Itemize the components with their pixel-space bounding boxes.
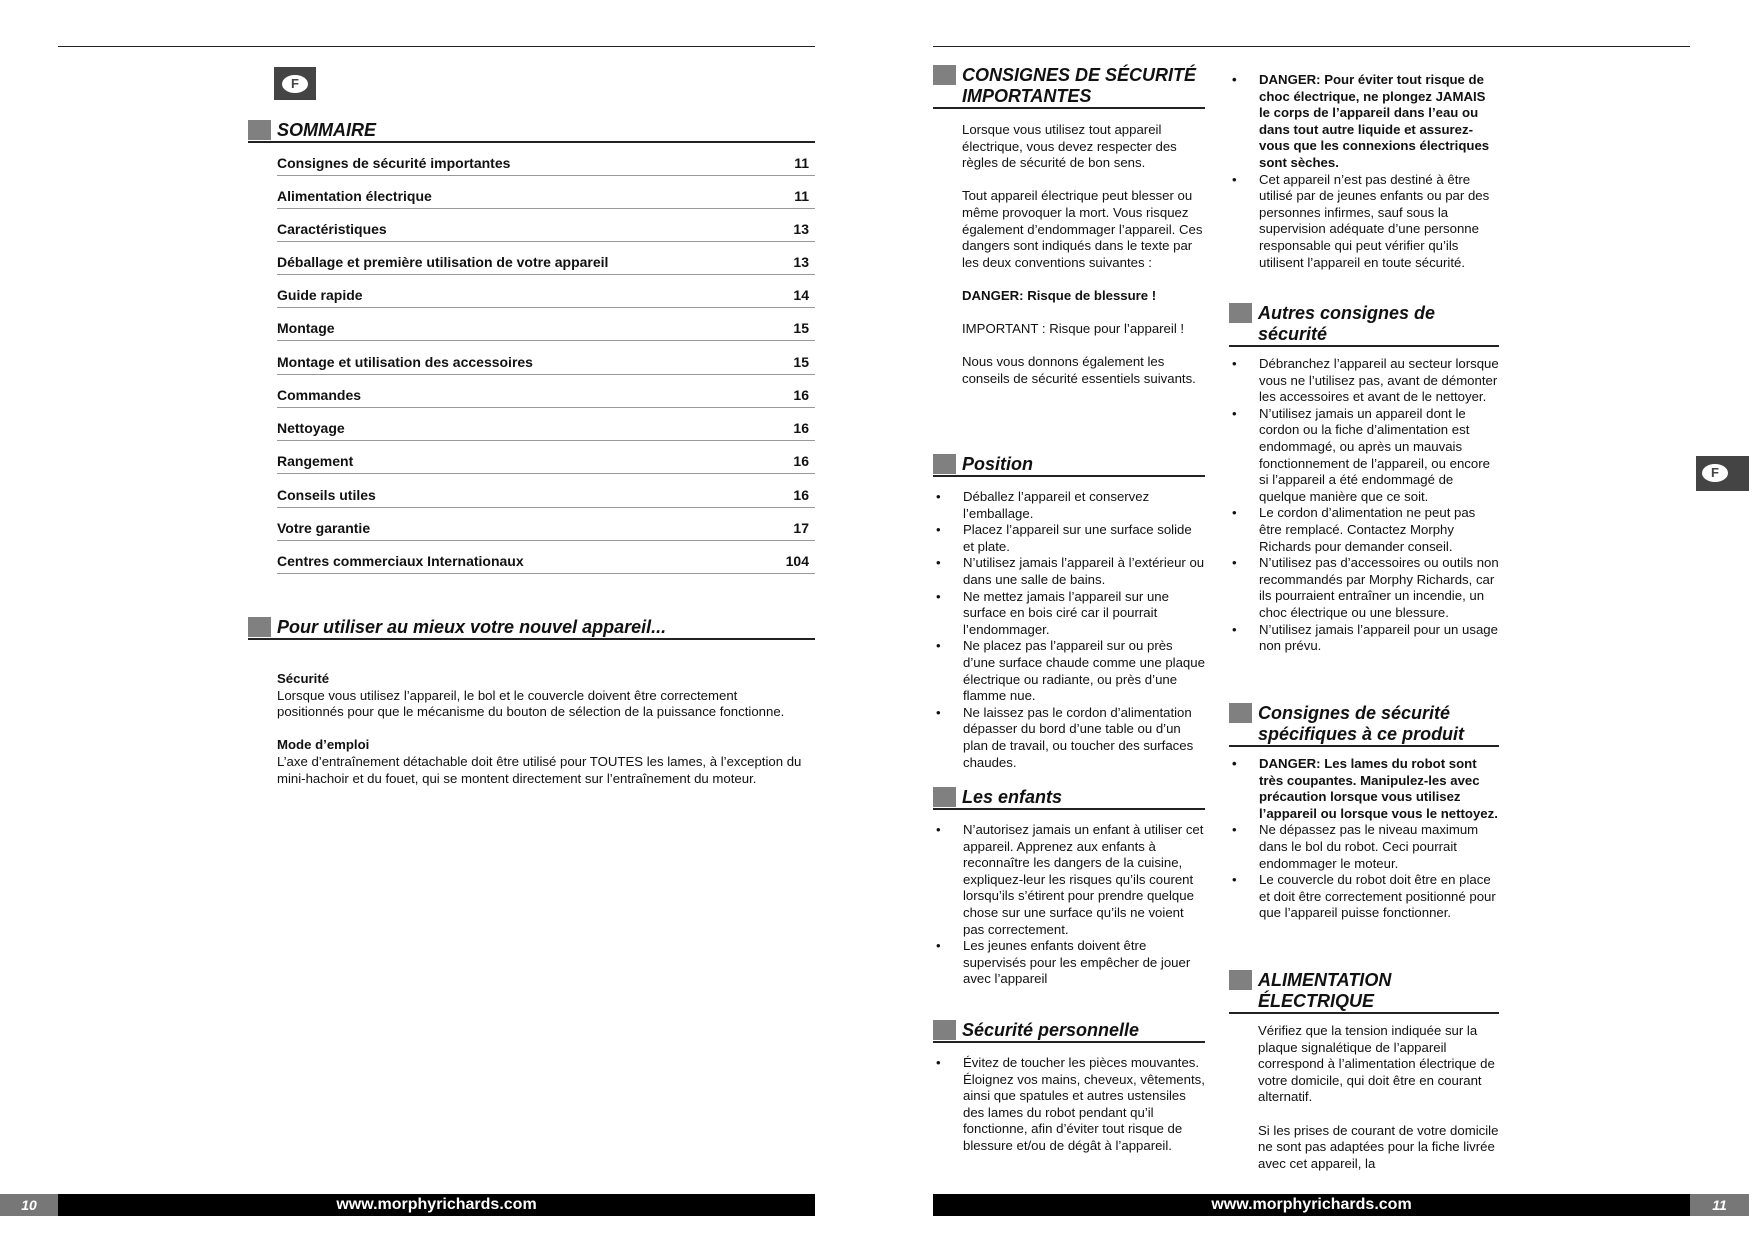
consignes-body (962, 122, 1205, 388)
consignes-heading (933, 65, 1205, 111)
alimentation-title-line2: ÉLECTRIQUE (1258, 991, 1375, 1011)
securite-perso-title: Sécurité personnelle (962, 1020, 1140, 1040)
list-item: • Évitez de toucher les pièces mouvantes. Éloignez vos mains, cheveux, vêtements, ainsi que spatules et autres ustensiles des lames du robot pendant qu’il fonctionne, afin d’éviter tout risque de blessure et/ou de dégât à l’appareil. (933, 1055, 1205, 1155)
toc-title: SOMMAIRE (277, 120, 376, 140)
alimentation-paragraph: Si les prises de courant de votre domicile ne sont pas adaptées pour la fiche livrée avec cet appareil, la (1258, 1122, 1499, 1171)
enfants-heading (933, 787, 1205, 811)
securite-perso-heading (933, 1020, 1205, 1044)
toc-label: Montage et utilisation des accessoires (277, 354, 533, 370)
toc-label: Déballage et première utilisation de votre appareil (277, 254, 609, 270)
heading-underline (933, 107, 1205, 109)
mode-text: L’axe d’entraînement détachable doit être utilisé pour TOUTES les lames, à l’exception du mini-hachoir et du fouet, qui se montent directement sur l’entraînement du moteur. (277, 753, 802, 786)
heading-marker-icon (1229, 703, 1252, 723)
list-item: • Les jeunes enfants doivent être supervisés pour les empêcher de jouer avec l’appareil (933, 938, 1205, 988)
heading-marker-icon (1229, 970, 1252, 990)
heading-marker-icon (933, 787, 956, 807)
footer-url-left[interactable]: www.morphyrichards.com (58, 1194, 815, 1216)
list-item: • DANGER: Les lames du robot sont très coupantes. Manipulez-les avec précaution lorsque vous utilisez l’appareil ou lorsque vous le nettoyez. (1229, 756, 1499, 822)
heading-marker-icon (933, 1020, 956, 1040)
toc-row[interactable] (277, 441, 815, 474)
top-rule-right (933, 46, 1690, 47)
toc-row[interactable] (277, 143, 815, 176)
list-item: • N’utilisez jamais un appareil dont le cordon ou la fiche d’alimentation est endommagé, ou après un mauvais fonctionnement de l’appareil, ou encore si l’appareil a été endommagé de quelque manière que ce soit. (1229, 406, 1499, 506)
toc-label: Guide rapide (277, 287, 363, 303)
heading-underline (1229, 1012, 1499, 1014)
list-item: • Le cordon d’alimentation ne peut pas être remplacé. Contactez Morphy Richards pour demander conseil. (1229, 505, 1499, 555)
position-title: Position (962, 454, 1033, 474)
list-item: • Déballez l’appareil et conservez l’emballage. (933, 489, 1205, 522)
list-item: • Placez l’appareil sur une surface solide et plate. (933, 522, 1205, 555)
toc-row[interactable] (277, 541, 815, 574)
list-item: • DANGER: Pour éviter tout risque de choc électrique, ne plongez JAMAIS le corps de l’appareil dans l’eau ou dans tout autre liquide et assurez-vous que les connexions électriques sont sèches. (1229, 72, 1499, 172)
heading-underline (933, 475, 1205, 477)
list-item: • Le couvercle du robot doit être en place et doit être correctement positionné pour que l’appareil puisse fonctionner. (1229, 872, 1499, 922)
enfants-list (933, 822, 1205, 988)
toc-page: 16 (793, 387, 809, 403)
specifiques-title (1258, 703, 1464, 745)
list-item: • Débranchez l’appareil au secteur lorsque vous ne l’utilisez pas, avant de démonter les accessoires et avant de le nettoyer. (1229, 356, 1499, 406)
heading-underline (1229, 345, 1499, 347)
specifiques-list (1229, 756, 1499, 922)
toc-label: Consignes de sécurité importantes (277, 155, 511, 171)
consignes-title (962, 65, 1196, 107)
toc-page: 14 (793, 287, 809, 303)
toc-page: 11 (794, 188, 809, 204)
toc-label: Rangement (277, 453, 354, 469)
best-use-body (277, 671, 807, 787)
toc-row[interactable] (277, 408, 815, 441)
toc-label: Nettoyage (277, 420, 345, 436)
alimentation-body (1258, 1023, 1501, 1172)
language-badge-label: F (1702, 464, 1728, 482)
toc-label: Montage (277, 320, 335, 336)
alimentation-paragraph: Vérifiez que la tension indiquée sur la plaque signalétique de l’appareil correspond à l’alimentation électrique de votre domicile, qui doit être en courant alternatif. (1258, 1023, 1495, 1105)
autres-title-line1: Autres consignes de (1258, 303, 1436, 323)
toc-row[interactable] (277, 342, 815, 375)
heading-marker-icon (248, 617, 271, 637)
toc-page: 15 (793, 320, 809, 336)
mode-heading: Mode d’emploi (277, 737, 370, 753)
list-item: • Ne dépassez pas le niveau maximum dans le bol du robot. Ceci pourrait endommager le moteur. (1229, 822, 1499, 872)
language-badge-left (274, 67, 316, 100)
list-item: • N’utilisez pas d’accessoires ou outils non recommandés par Morphy Richards, car ils pourraient entraîner un incendie, un choc électrique ou une blessure. (1229, 555, 1499, 621)
consignes-paragraph: Nous vous donnons également les conseils de sécurité essentiels suivants. (962, 354, 1196, 386)
toc-label: Commandes (277, 387, 362, 403)
securite-text: Lorsque vous utilisez l’appareil, le bol et le couvercle doivent être correctement positionnés pour que le mécanisme du bouton de sélection de la puissance fonctionne. (277, 687, 785, 720)
consignes-paragraph: Tout appareil électrique peut blesser ou même provoquer la mort. Vous risquez également d’endommager l’appareil. Ces dangers sont indiqués dans le texte par les deux conventions suivantes : (962, 188, 1203, 270)
page-number-right: 11 (1690, 1194, 1749, 1216)
toc-label: Conseils utiles (277, 487, 376, 503)
alimentation-heading (1229, 970, 1499, 1016)
language-badge-right (1696, 456, 1749, 491)
toc-label: Centres commerciaux Internationaux (277, 553, 524, 569)
toc-page: 17 (793, 520, 809, 536)
toc-row[interactable] (277, 209, 815, 242)
toc-row[interactable] (277, 508, 815, 541)
language-badge-label: F (282, 75, 308, 93)
toc-row[interactable] (277, 275, 815, 308)
securite-perso-list (933, 1055, 1205, 1155)
list-item: • Ne placez pas l’appareil sur ou près d’une surface chaude comme une plaque électrique ou radiante, ou près d’une flamme nue. (933, 638, 1205, 704)
toc-label: Votre garantie (277, 520, 371, 536)
list-item: • Ne laissez pas le cordon d’alimentation dépasser du bord d’une table ou d’un plan de travail, ou toucher des surfaces chaudes. (933, 705, 1205, 771)
position-list (933, 489, 1205, 771)
best-use-title: Pour utiliser au mieux votre nouvel appareil... (277, 617, 667, 637)
consignes-title-line1: CONSIGNES DE SÉCURITÉ (962, 65, 1197, 85)
col2-top-list (1229, 72, 1499, 271)
toc-page: 15 (793, 354, 809, 370)
autres-heading (1229, 303, 1499, 349)
toc-page: 13 (793, 254, 809, 270)
heading-underline (1229, 745, 1499, 747)
toc-page: 16 (793, 487, 809, 503)
autres-title (1258, 303, 1435, 345)
list-item: • N’utilisez jamais l’appareil à l’extérieur ou dans une salle de bains. (933, 555, 1205, 588)
autres-title-line2: sécurité (1258, 324, 1328, 344)
toc-page: 104 (785, 553, 809, 569)
heading-underline (933, 1041, 1205, 1043)
toc-label: Caractéristiques (277, 221, 387, 237)
heading-marker-icon (248, 120, 271, 140)
toc-row[interactable] (277, 176, 815, 209)
toc-page: 16 (793, 420, 809, 436)
toc-page: 16 (793, 453, 809, 469)
securite-heading: Sécurité (277, 671, 330, 686)
consignes-title-line2: IMPORTANTES (962, 86, 1092, 106)
list-item: • Cet appareil n’est pas destiné à être utilisé par de jeunes enfants ou par des personnes infirmes, sauf sous la supervision adéquate d’une personne responsable qui peut vérifier qu’ils utilisent l’appareil en toute sécurité. (1229, 172, 1499, 272)
best-use-heading (248, 617, 815, 641)
page-number-left: 10 (0, 1194, 58, 1216)
top-rule-left (58, 46, 815, 47)
heading-marker-icon (933, 65, 956, 85)
alimentation-title-line1: ALIMENTATION (1258, 970, 1392, 990)
toc-label: Alimentation électrique (277, 188, 432, 204)
heading-underline (933, 808, 1205, 810)
danger-convention: DANGER: Risque de blessure ! (962, 287, 1157, 303)
toc-row[interactable] (277, 242, 815, 275)
toc-row[interactable] (277, 308, 815, 341)
specifiques-heading (1229, 703, 1499, 749)
specifiques-title-line1: Consignes de sécurité (1258, 703, 1451, 723)
toc-row[interactable] (277, 375, 815, 408)
list-item: • N’utilisez jamais l’appareil pour un usage non prévu. (1229, 622, 1499, 655)
toc-page: 13 (793, 221, 809, 237)
heading-underline (248, 638, 815, 640)
alimentation-title (1258, 970, 1391, 1012)
toc-row[interactable] (277, 475, 815, 508)
toc-heading (248, 120, 815, 144)
important-convention: IMPORTANT : Risque pour l’appareil ! (962, 321, 1185, 337)
toc-page: 11 (794, 155, 809, 171)
autres-list (1229, 356, 1499, 655)
footer-url-right[interactable]: www.morphyrichards.com (933, 1194, 1690, 1216)
heading-marker-icon (1229, 303, 1252, 323)
heading-marker-icon (933, 454, 956, 474)
consignes-paragraph: Lorsque vous utilisez tout appareil électrique, vous devez respecter des règles de sécurité de bon sens. (962, 122, 1177, 171)
specifiques-title-line2: spécifiques à ce produit (1258, 724, 1465, 744)
list-item: • Ne mettez jamais l’appareil sur une surface en bois ciré car il pourrait l’endommager. (933, 589, 1205, 639)
position-heading (933, 454, 1205, 478)
enfants-title: Les enfants (962, 787, 1063, 807)
list-item: • N’autorisez jamais un enfant à utiliser cet appareil. Apprenez aux enfants à reconnaître les dangers de la cuisine, expliquez-leur les risques qu’ils courent lorsqu’ils s’étirent pour prendre quelque chose sur une surface qu’ils ne voient pas correctement. (933, 822, 1205, 938)
